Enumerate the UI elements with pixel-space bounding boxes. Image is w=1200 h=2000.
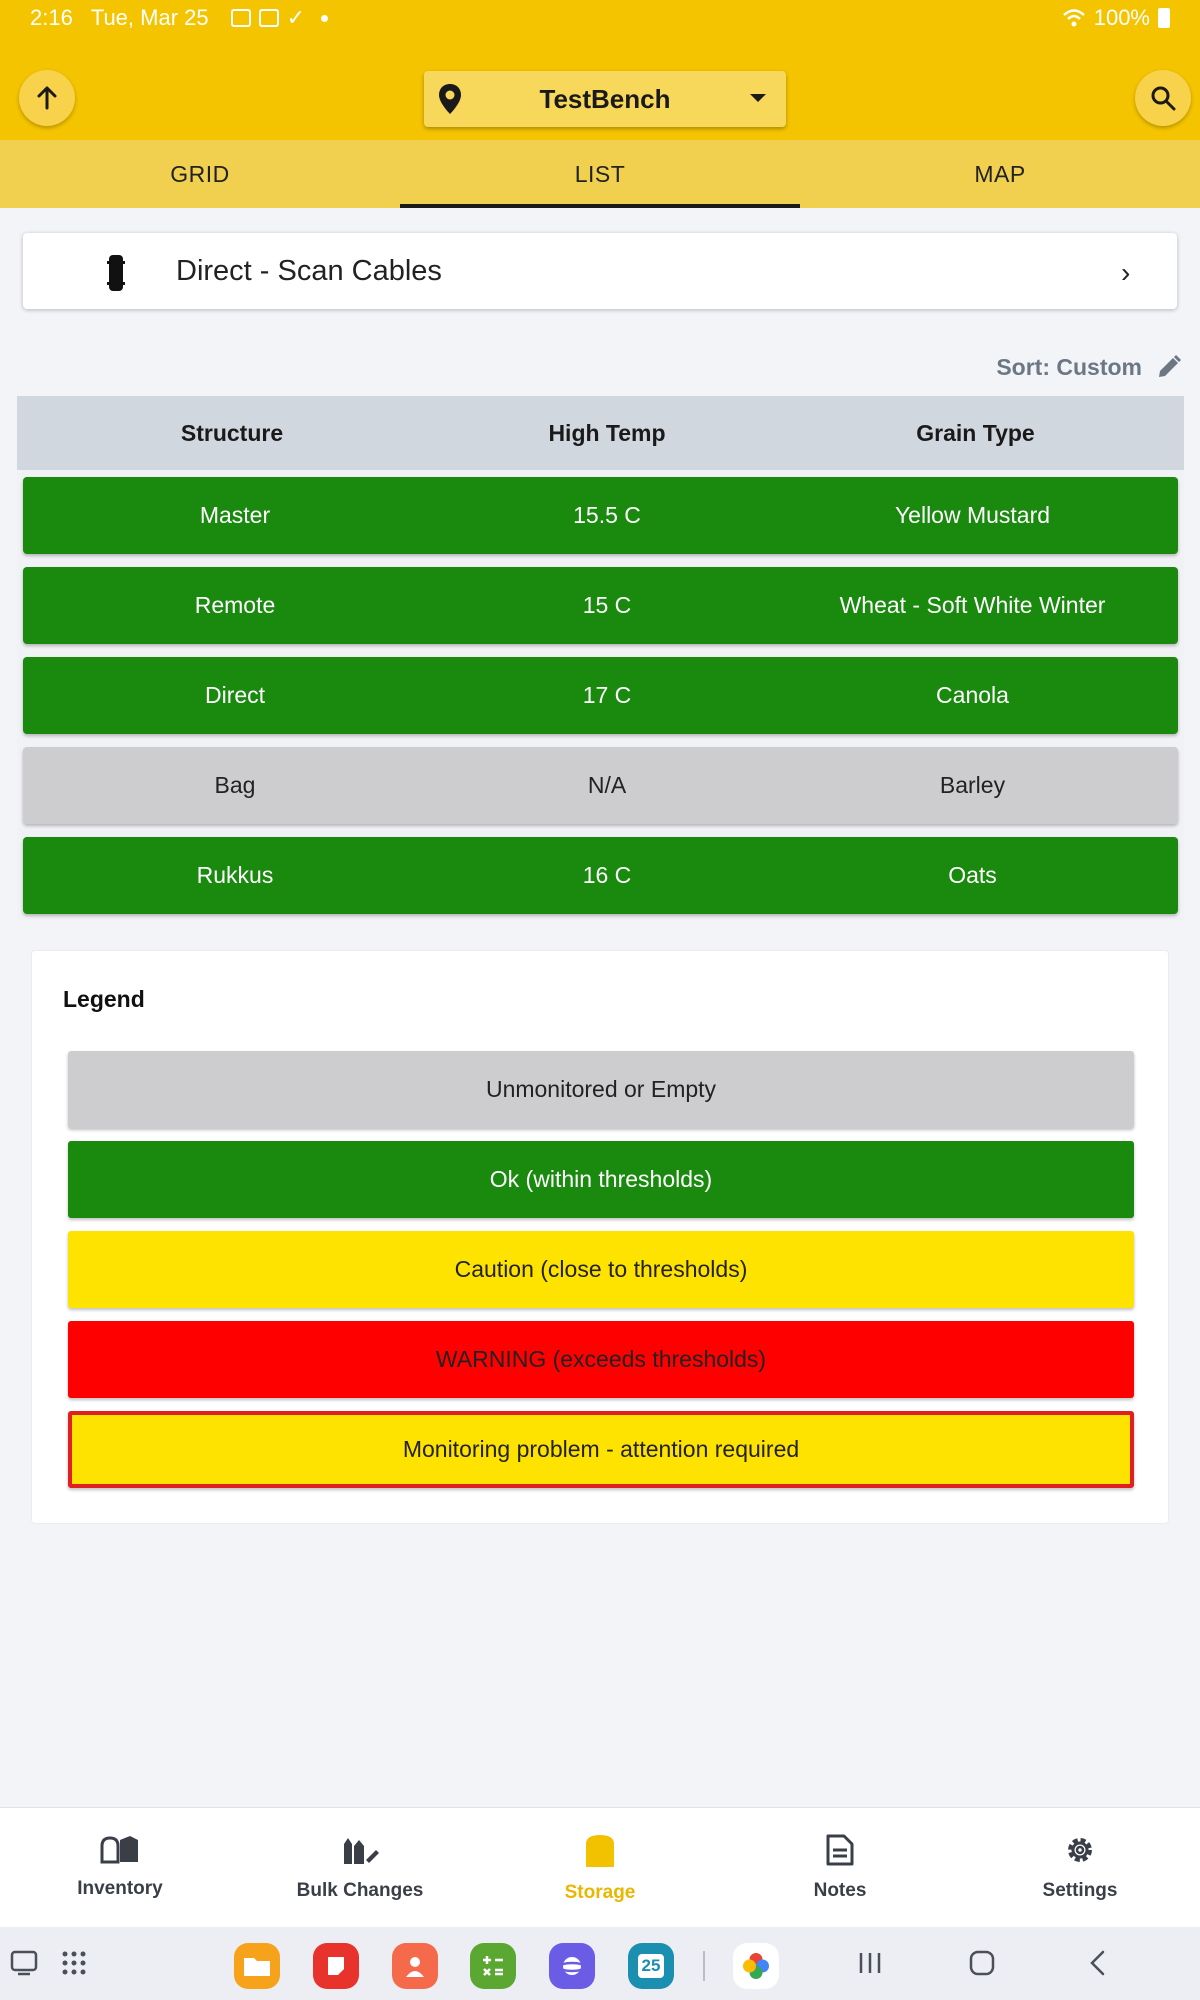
nav-label: Notes <box>813 1880 867 1901</box>
cell-structure: Direct <box>204 682 266 708</box>
cell-high-temp: 17 C <box>582 682 632 708</box>
cell-high-temp: 15.5 C <box>573 502 641 528</box>
table-header <box>17 396 1184 470</box>
cell-grain-type: Wheat - Soft White Winter <box>839 592 1106 618</box>
inventory-icon <box>100 1834 140 1864</box>
status-bar <box>0 0 1200 36</box>
legend-item-ok: Ok (within thresholds) <box>68 1141 1134 1218</box>
planet-icon <box>558 1952 586 1980</box>
nav-settings[interactable] <box>960 1808 1200 1927</box>
table-row[interactable] <box>23 567 1178 644</box>
legend-item-monitoring-problem: Monitoring problem - attention required <box>68 1411 1134 1488</box>
calendar-day: 25 <box>638 1954 665 1978</box>
column-header-structure[interactable]: Structure <box>180 419 284 446</box>
device-card[interactable] <box>23 233 1177 309</box>
cell-structure: Bag <box>214 772 256 798</box>
column-header-high-temp[interactable]: High Temp <box>548 419 666 446</box>
device-label: Direct - Scan Cables <box>176 255 442 287</box>
location-selector[interactable] <box>424 71 786 127</box>
cell-high-temp: 15 C <box>582 592 632 618</box>
table-row[interactable] <box>23 837 1178 914</box>
cell-structure: Rukkus <box>196 862 274 888</box>
edit-pencil-icon[interactable] <box>1156 354 1182 380</box>
contacts-app-icon[interactable] <box>392 1943 438 1989</box>
calculator-app-icon[interactable] <box>470 1943 516 1989</box>
cell-structure: Master <box>199 502 271 528</box>
bulk-changes-icon <box>340 1834 380 1866</box>
nav-label: Bulk Changes <box>296 1880 424 1901</box>
cell-grain-type: Oats <box>948 862 997 888</box>
location-name: TestBench <box>539 83 671 114</box>
recent-apps-icon[interactable] <box>10 1949 40 1977</box>
legend-items <box>68 1051 1134 1501</box>
sort-control[interactable] <box>960 350 1182 384</box>
legend-card <box>31 950 1169 1524</box>
bottom-navigation <box>0 1807 1200 1927</box>
nav-bulk-changes[interactable] <box>240 1808 480 1927</box>
scan-cable-icon <box>107 255 125 291</box>
internet-app-icon[interactable] <box>549 1943 595 1989</box>
app-drawer-icon[interactable] <box>60 1949 88 1977</box>
tab-list[interactable]: LIST <box>400 140 800 208</box>
gallery-notification-icon <box>231 9 251 27</box>
notes-icon <box>825 1834 855 1866</box>
storage-icon <box>585 1834 615 1868</box>
calculator-icon <box>480 1953 506 1979</box>
nav-storage[interactable] <box>480 1808 720 1927</box>
tab-grid[interactable]: GRID <box>170 160 230 187</box>
calendar-app-icon[interactable] <box>628 1943 674 1989</box>
cell-high-temp: 16 C <box>582 862 632 888</box>
status-time: 2:16 <box>30 5 73 30</box>
cell-grain-type: Canola <box>936 682 1009 708</box>
legend-item-caution: Caution (close to thresholds) <box>68 1231 1134 1308</box>
legend-title: Legend <box>63 986 145 1012</box>
system-taskbar <box>0 1927 1200 2000</box>
search-icon <box>1150 85 1176 111</box>
structures-table <box>17 396 1184 920</box>
notes-app-icon[interactable] <box>313 1943 359 1989</box>
photos-app-icon[interactable] <box>733 1943 779 1989</box>
arrow-up-icon <box>33 84 61 112</box>
view-tabs <box>0 140 1200 208</box>
sort-label: Sort: Custom <box>996 353 1142 380</box>
table-row[interactable] <box>23 657 1178 734</box>
cell-grain-type: Barley <box>939 772 1006 798</box>
my-files-app-icon[interactable] <box>234 1943 280 1989</box>
pinwheel-icon <box>740 1950 772 1982</box>
recents-button-icon[interactable] <box>856 1949 884 1977</box>
table-row[interactable] <box>23 477 1178 554</box>
legend-item-warning: WARNING (exceeds thresholds) <box>68 1321 1134 1398</box>
cell-grain-type: Yellow Mustard <box>894 502 1051 528</box>
battery-percent: 100% <box>1093 5 1150 30</box>
wifi-icon <box>1062 8 1086 28</box>
search-button[interactable] <box>1135 70 1191 126</box>
navigate-up-button[interactable] <box>19 70 75 126</box>
nav-label: Storage <box>564 1882 636 1903</box>
nav-label: Settings <box>1042 1880 1118 1901</box>
status-date: Tue, Mar 25 <box>90 5 209 30</box>
dropdown-caret-icon <box>750 94 766 102</box>
table-row[interactable] <box>23 747 1178 824</box>
image-notification-icon <box>259 9 279 27</box>
more-notifications-icon <box>321 15 328 22</box>
note-icon <box>324 1954 348 1978</box>
battery-icon <box>1158 8 1170 28</box>
table-rows <box>23 477 1178 927</box>
home-button-icon[interactable] <box>968 1949 996 1977</box>
cell-high-temp: N/A <box>587 772 627 798</box>
back-button-icon[interactable] <box>1084 1949 1112 1977</box>
checklist-notification-icon: ✓ <box>286 5 306 30</box>
tab-map[interactable]: MAP <box>974 160 1026 187</box>
nav-inventory[interactable] <box>0 1808 240 1927</box>
app-bar <box>0 36 1200 140</box>
folder-icon <box>243 1955 271 1977</box>
cell-structure: Remote <box>194 592 276 618</box>
taskbar-divider <box>703 1951 705 1981</box>
person-icon <box>403 1954 427 1978</box>
nav-notes[interactable] <box>720 1808 960 1927</box>
legend-item-unmonitored: Unmonitored or Empty <box>68 1051 1134 1128</box>
column-header-grain-type[interactable]: Grain Type <box>916 419 1035 446</box>
gear-icon <box>1064 1834 1096 1866</box>
nav-label: Inventory <box>77 1878 163 1899</box>
chevron-right-icon: › <box>1121 257 1131 288</box>
